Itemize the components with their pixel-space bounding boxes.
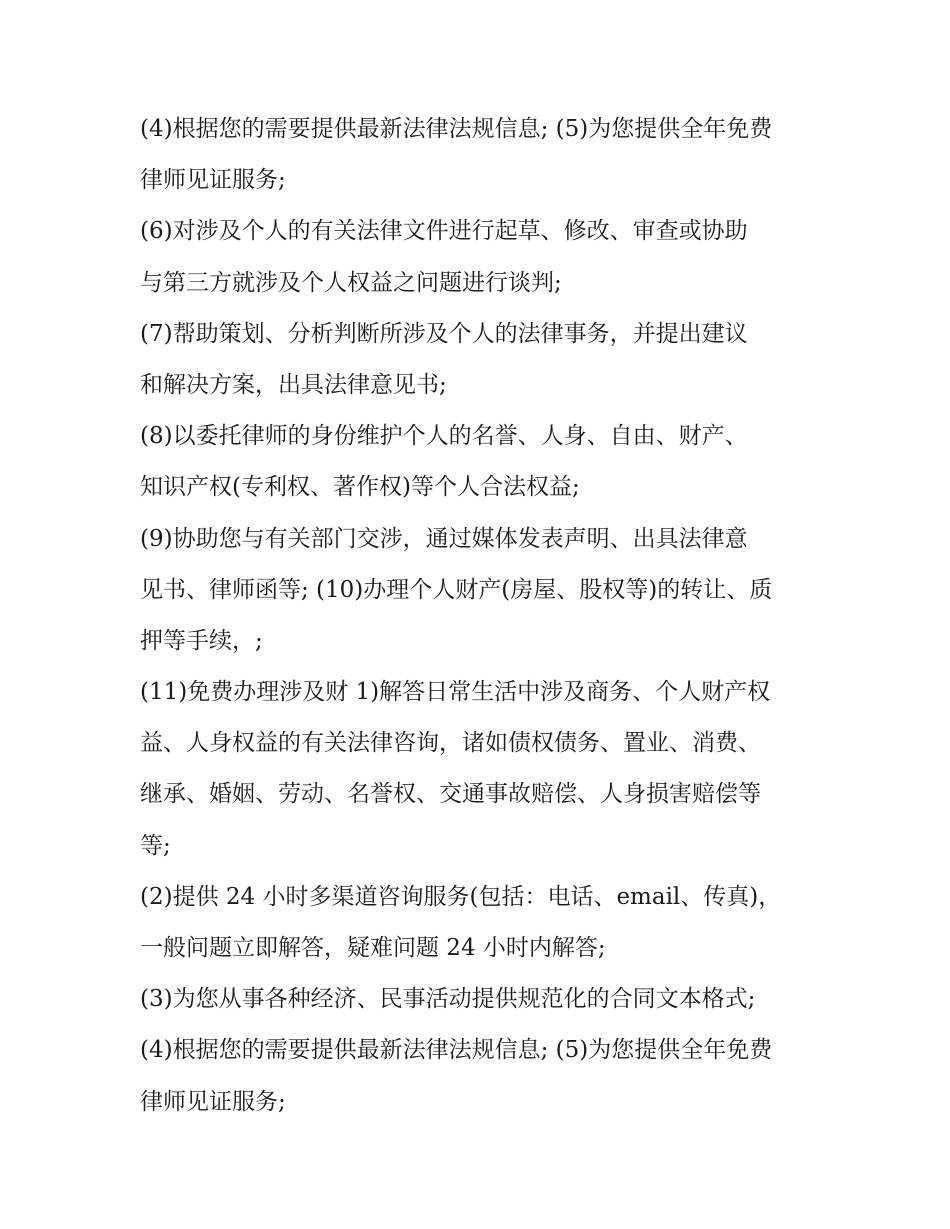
text-line: 见书、律师函等; (10)办理个人财产(房屋、股权等)的转让、质 xyxy=(140,576,773,603)
text-line: 押等手续，; xyxy=(140,627,263,654)
text-line: (2)提供 24 小时多渠道咨询服务(包括：电话、email、传真)， xyxy=(140,883,782,910)
text-line: (3)为您从事各种经济、民事活动提供规范化的合同文本格式; xyxy=(140,986,756,1013)
text-line: (4)根据您的需要提供最新法律法规信息; (5)为您提供全年免费 xyxy=(140,116,773,142)
document-body xyxy=(140,104,820,1128)
text-line: (4)根据您的需要提供最新法律法规信息; (5)为您提供全年免费 xyxy=(140,1037,773,1064)
text-line: (8)以委托律师的身份维护个人的名誉、人身、自由、财产、 xyxy=(140,423,748,450)
text-line: 等; xyxy=(140,832,171,859)
text-line: 和解决方案，出具法律意见书; xyxy=(140,371,447,398)
text-line: (11)免费办理涉及财 1)解答日常生活中涉及商务、个人财产权 xyxy=(140,679,771,706)
text-line: 律师见证服务; xyxy=(140,1088,286,1115)
text-line: 律师见证服务; xyxy=(140,167,286,194)
text-line: (9)协助您与有关部门交涉，通过媒体发表声明、出具法律意 xyxy=(140,525,748,552)
text-line: 继承、婚姻、劳动、名誉权、交通事故赔偿、人身损害赔偿等 xyxy=(140,781,761,808)
text-line: 益、人身权益的有关法律咨询，诸如债权债务、置业、消费、 xyxy=(140,730,761,757)
text-line: (7)帮助策划、分析判断所涉及个人的法律事务，并提出建议 xyxy=(140,320,748,347)
text-line: 一般问题立即解答，疑难问题 24 小时内解答; xyxy=(140,935,606,961)
text-line: 知识产权(专利权、著作权)等个人合法权益; xyxy=(140,474,580,501)
text-line: (6)对涉及个人的有关法律文件进行起草、修改、审查或协助 xyxy=(140,218,748,245)
text-line: 与第三方就涉及个人权益之问题进行谈判; xyxy=(140,269,562,296)
